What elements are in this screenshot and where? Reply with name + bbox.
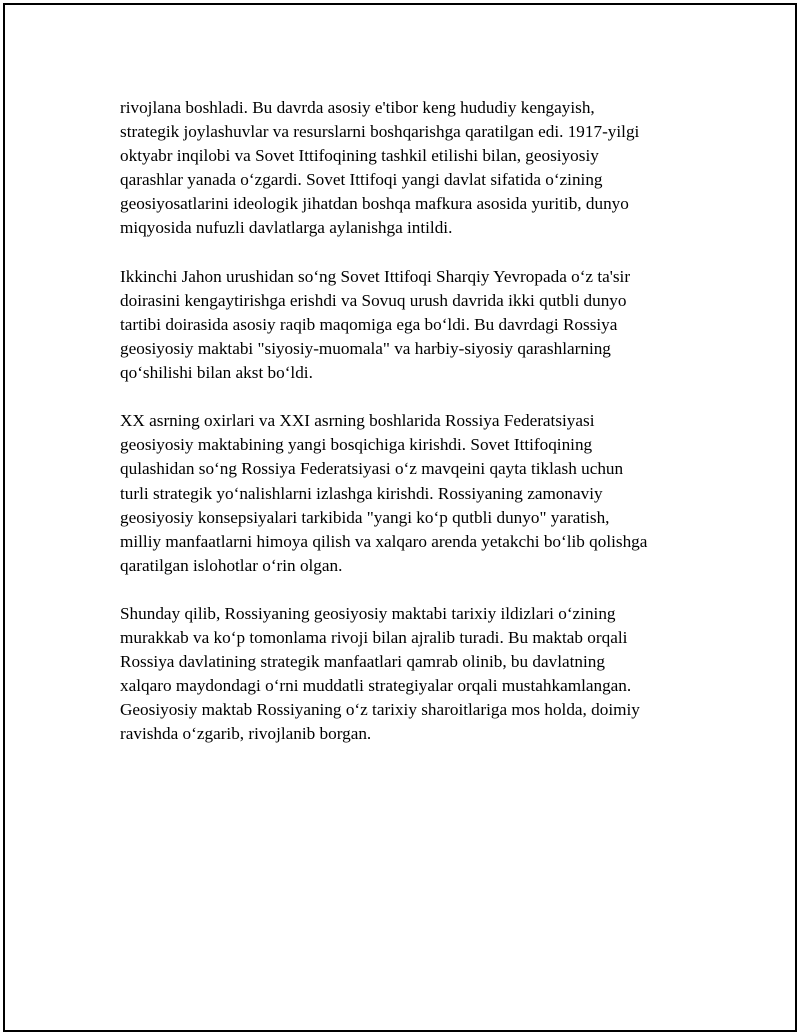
text-line: qo‘shilishi bilan akst bo‘ldi. — [120, 363, 313, 383]
text-line: milliy manfaatlarni himoya qilish va xalqaro arenda yetakchi bo‘lib qolishga — [120, 531, 648, 551]
text-line: ravishda o‘zgarib, rivojlanib borgan. — [120, 724, 372, 744]
document-page — [3, 3, 797, 1032]
text-line: XX asrning oxirlari va XXI asrning boshlarida Rossiya Federatsiyasi — [120, 411, 595, 431]
text-line: qarashlar yanada o‘zgardi. Sovet Ittifoqi yangi davlat sifatida o‘zining — [120, 170, 603, 190]
paragraph-4 — [120, 602, 700, 747]
text-line: rivojlana boshladi. Bu davrda asosiy e'tibor keng hududiy kengayish, — [120, 98, 595, 117]
text-line: geosiyosatlarini ideologik jihatdan boshqa mafkura asosida yuritib, dunyo — [120, 194, 629, 214]
text-line: tartibi doirasida asosiy raqib maqomiga ega bo‘ldi. Bu davrdagi Rossiya — [120, 314, 618, 334]
text-line: geosiyosiy maktabi "siyosiy-muomala" va harbiy-siyosiy qarashlarning — [120, 338, 611, 358]
text-line: strategik joylashuvlar va resurslarni boshqarishga qaratilgan edi. 1917-yilgi — [120, 122, 640, 142]
paragraph-1 — [120, 96, 700, 241]
text-line: Shunday qilib, Rossiyaning geosiyosiy maktabi tarixiy ildizlari o‘zining — [120, 603, 616, 623]
text-line: doirasini kengaytirishga erishdi va Sovuq urush davrida ikki qutbli dunyo — [120, 290, 627, 310]
text-line: xalqaro maydondagi o‘rni muddatli strategiyalar orqali mustahkamlangan. — [120, 676, 632, 696]
text-line: oktyabr inqilobi va Sovet Ittifoqining tashkil etilishi bilan, geosiyosiy — [120, 146, 599, 166]
text-line: murakkab va ko‘p tomonlama rivoji bilan ajralib turadi. Bu maktab orqali — [120, 628, 628, 648]
text-line: qulashidan so‘ng Rossiya Federatsiyasi o‘z mavqeini qayta tiklash uchun — [120, 459, 624, 479]
text-line: Geosiyosiy maktab Rossiyaning o‘z tarixiy sharoitlariga mos holda, doimiy — [120, 700, 640, 720]
text-line: Rossiya davlatining strategik manfaatlari qamrab olinib, bu davlatning — [120, 652, 605, 672]
text-line: miqyosida nufuzli davlatlarga aylanishga intildi. — [120, 218, 453, 238]
paragraph-2 — [120, 265, 700, 385]
text-line: turli strategik yo‘nalishlarni izlashga kirishdi. Rossiyaning zamonaviy — [120, 483, 603, 503]
document-body — [120, 96, 700, 771]
text-line: Ikkinchi Jahon urushidan so‘ng Sovet Ittifoqi Sharqiy Yevropada o‘z ta'sir — [120, 266, 631, 286]
paragraph-3 — [120, 409, 700, 578]
text-line: qaratilgan islohotlar o‘rin olgan. — [120, 555, 343, 575]
text-line: geosiyosiy maktabining yangi bosqichiga kirishdi. Sovet Ittifoqining — [120, 435, 593, 455]
text-line: geosiyosiy konsepsiyalari tarkibida "yangi ko‘p qutbli dunyo" yaratish, — [120, 507, 610, 527]
